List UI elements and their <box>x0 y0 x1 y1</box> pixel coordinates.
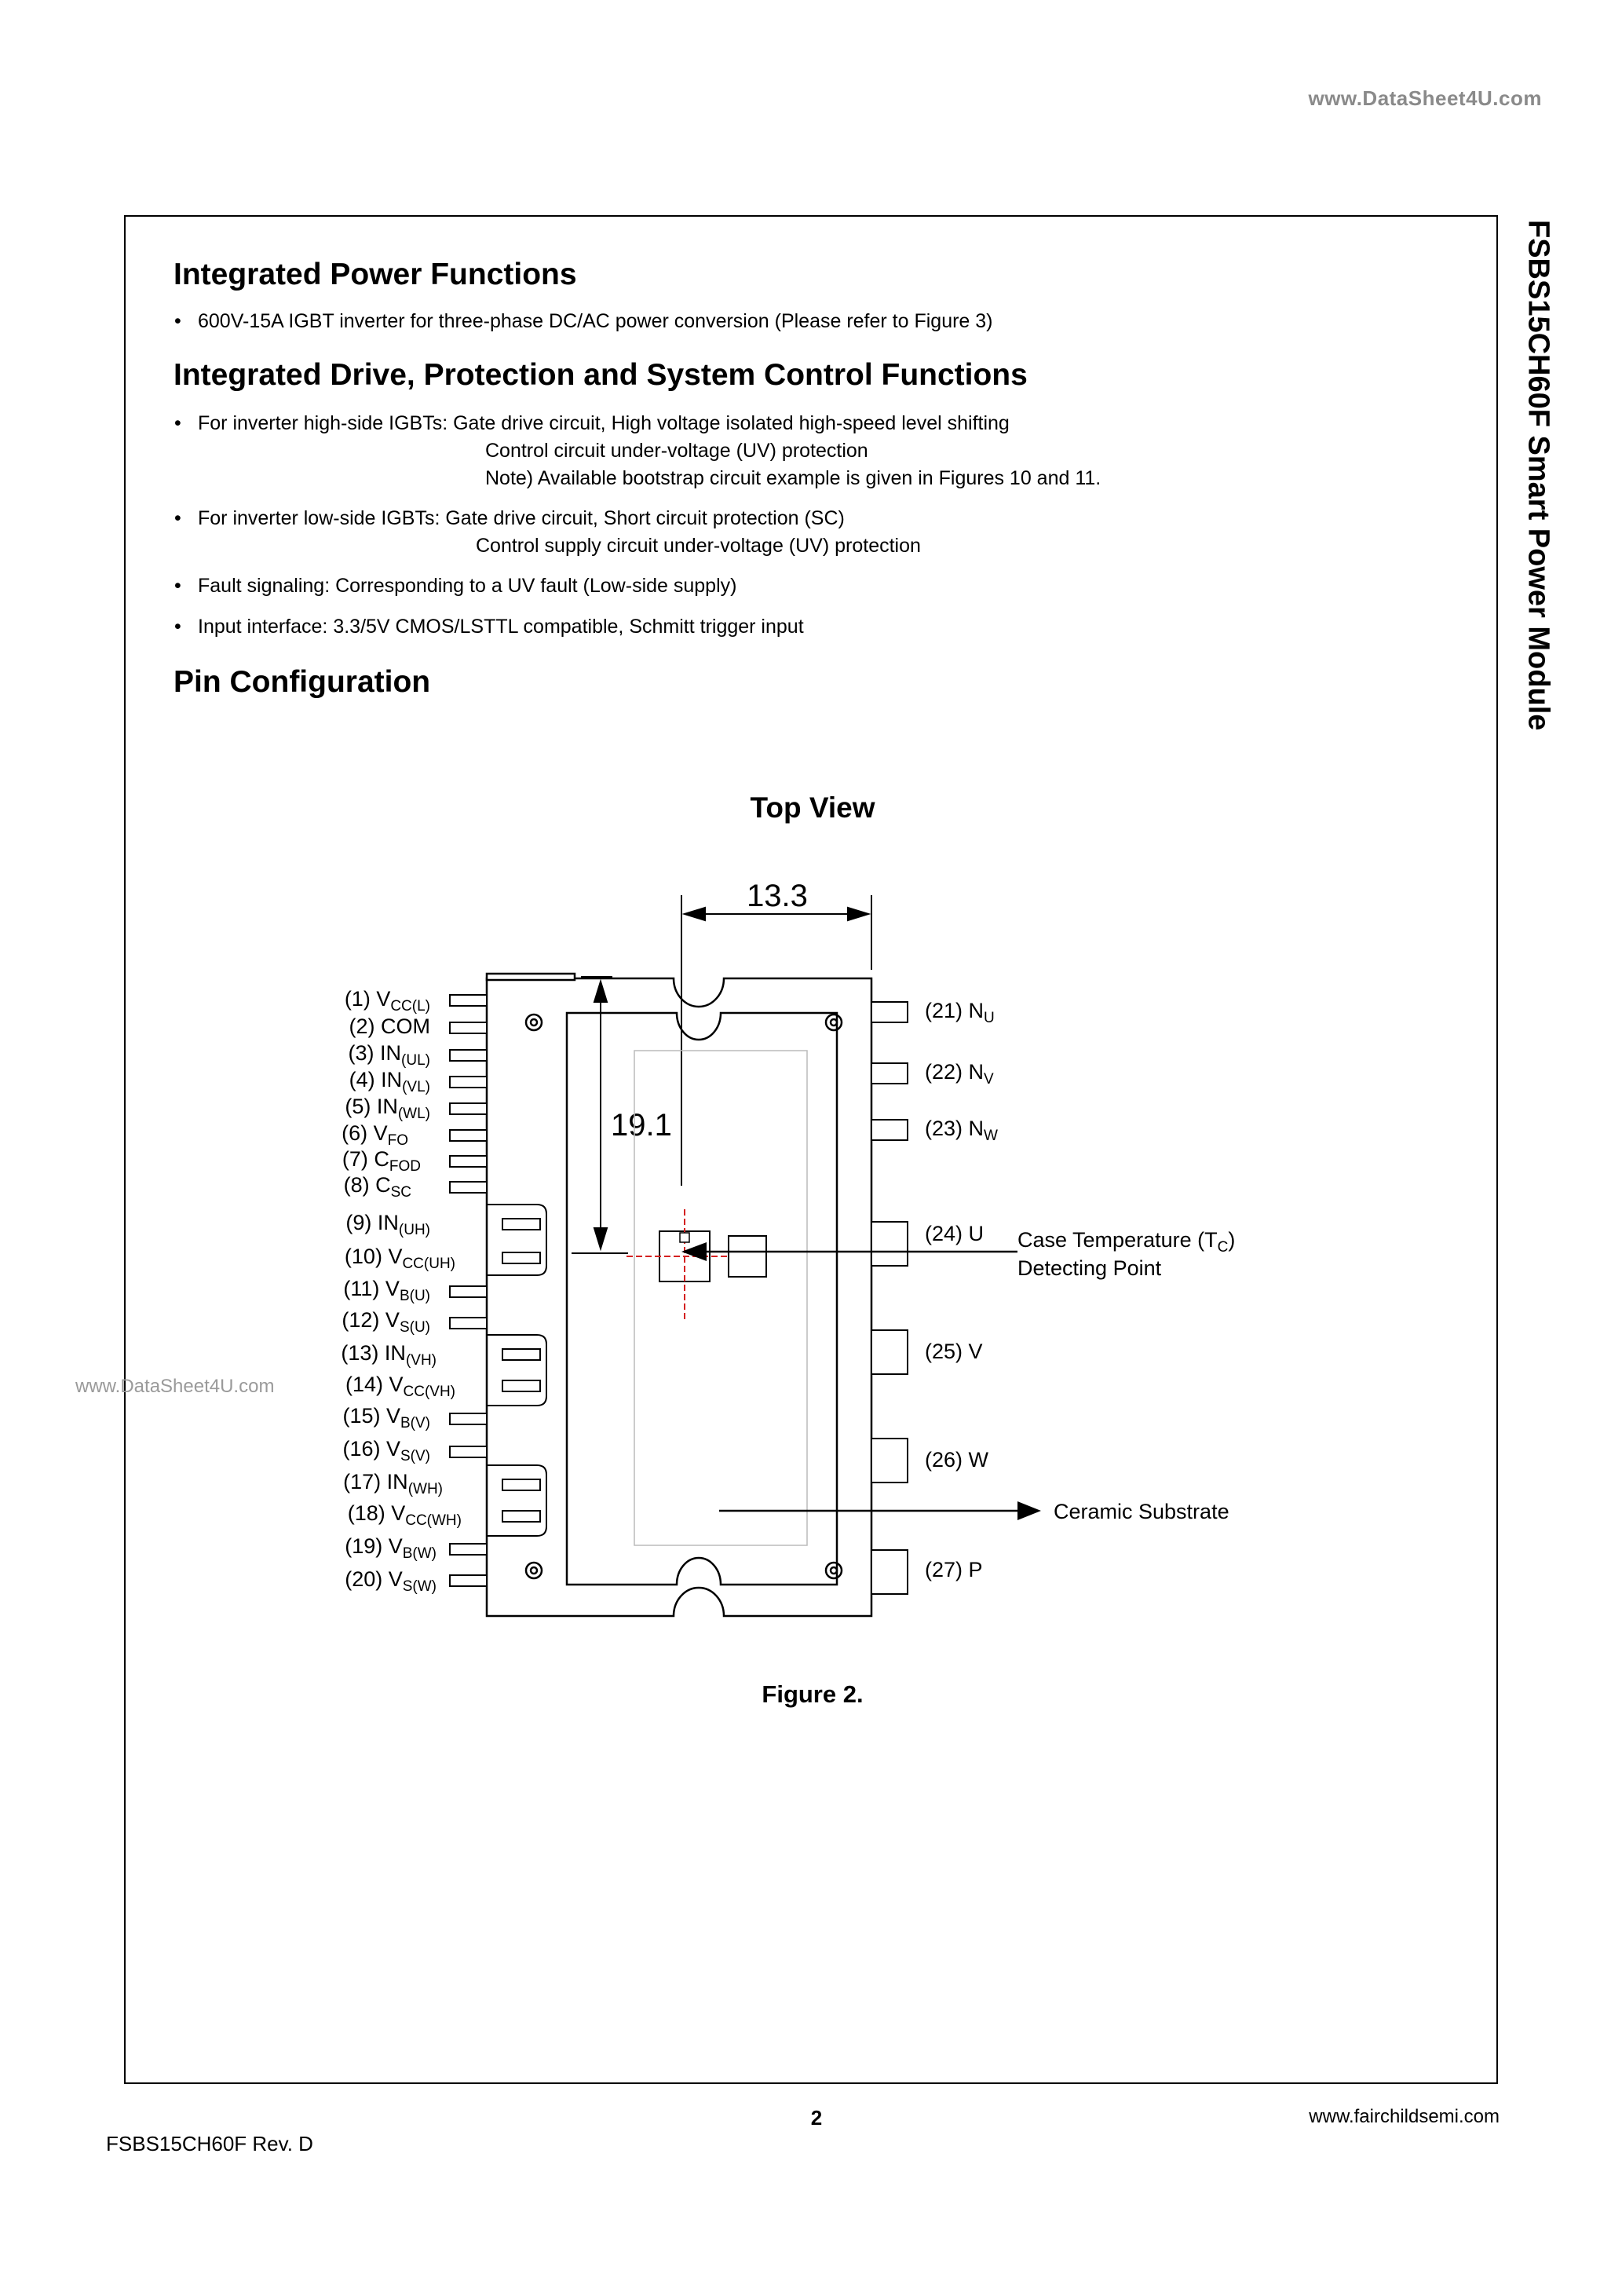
pin-label-3: (3) $IN_{(UL)}$ <box>348 1041 430 1069</box>
package-outline <box>487 974 871 1616</box>
pin-label-15: (15) $V_{B(V)}$ <box>342 1404 430 1431</box>
dim-width-label: 13.3 <box>747 879 808 913</box>
pin-label-16: (16) $V_{S(V)}$ <box>342 1437 430 1464</box>
pin-label-1: (1) $V_{CC(L)}$ <box>344 987 430 1015</box>
pin-label-13: (13) $IN_{(VH)}$ <box>341 1341 437 1369</box>
pin-label-4: (4) $IN_{(VL)}$ <box>349 1068 430 1095</box>
pin-label-22: (22) $N_V$ <box>925 1060 994 1088</box>
bullet-text: Fault signaling: Corresponding to a UV fault (Low-side supply) <box>198 575 737 597</box>
dim-height-label: 19.1 <box>611 1108 672 1143</box>
side-title-text: FSBS15CH60F Smart Power Module <box>1522 220 1555 731</box>
bullet-dot: • <box>174 616 181 638</box>
pin-label-9: (9) $IN_{(UH)}$ <box>345 1211 430 1238</box>
pin-label-6: (6) $V_{FO}$ <box>342 1121 408 1149</box>
pin-label-27: (27) P <box>925 1558 983 1581</box>
ceramic-label: Ceramic Substrate <box>1054 1500 1229 1523</box>
heading-power: Integrated Power Functions <box>174 258 577 291</box>
pin-label-26: (26) W <box>925 1448 988 1472</box>
footer-doc-id: FSBS15CH60F Rev. D <box>106 2132 313 2155</box>
bullet-dot: • <box>174 507 181 529</box>
chip-box <box>729 1236 766 1277</box>
pin-label-18: (18) $V_{CC(WH)}$ <box>347 1501 462 1529</box>
pin-label-11: (11) $V_{B(U)}$ <box>343 1277 430 1304</box>
bullet-dot: • <box>174 412 181 434</box>
bullet-drive-1-cont-2: Note) Available bootstrap circuit example is given in Figures 10 and 11. <box>485 467 1101 489</box>
pin-label-5: (5) $IN_{(WL)}$ <box>345 1095 430 1122</box>
right-pin-labels <box>925 999 998 1581</box>
left-pin-leads <box>450 995 540 1586</box>
pin-label-21: (21) $N_U$ <box>925 999 995 1026</box>
pin-label-8: (8) $C_{SC}$ <box>343 1173 411 1201</box>
pin-label-10: (10) $V_{CC(UH)}$ <box>344 1245 455 1272</box>
pin-label-17: (17) $IN_{(WH)}$ <box>343 1470 443 1497</box>
crosshair-icon <box>627 1209 729 1319</box>
right-pin-leads <box>871 1002 908 1594</box>
dimension-width <box>681 895 871 1186</box>
bullet-drive-1-cont-1: Control circuit under-voltage (UV) protection <box>485 440 868 462</box>
bullet-drive-2-cont-1: Control supply circuit under-voltage (UV) protection <box>476 535 921 557</box>
case-temp-label: Case Temperature $(T_C)$ <box>1017 1228 1236 1256</box>
bullet-text: Input interface: 3.3/5V CMOS/LSTTL compatible, Schmitt trigger input <box>198 616 804 638</box>
pin-label-7: (7) $C_{FOD}$ <box>342 1147 421 1175</box>
side-watermark[interactable]: www.DataSheet4U.com <box>75 1376 275 1397</box>
bullet-text: For inverter low-side IGBTs: Gate drive circuit, Short circuit protection (SC) <box>198 507 845 529</box>
figure-top-view-label: Top View <box>750 792 875 824</box>
pin-label-25: (25) V <box>925 1340 983 1363</box>
header-watermark[interactable]: www.DataSheet4U.com <box>1308 86 1542 110</box>
heading-drive: Integrated Drive, Protection and System Control Functions <box>174 358 1028 392</box>
pin-label-20: (20) $V_{S(W)}$ <box>345 1567 437 1595</box>
footer-website-link[interactable]: www.fairchildsemi.com <box>1309 2106 1500 2127</box>
bullet-text: For inverter high-side IGBTs: Gate drive circuit, High voltage isolated high-speed level shifting <box>198 412 1010 434</box>
pin-label-14: (14) $V_{CC(VH)}$ <box>345 1373 455 1400</box>
heading-pin-config: Pin Configuration <box>174 665 431 699</box>
pin-label-24: (24) U <box>925 1222 985 1245</box>
figure-caption: Figure 2. <box>762 1680 864 1708</box>
ceramic-callout-arrow <box>719 1501 1041 1520</box>
footer-page-number: 2 <box>810 2106 823 2130</box>
case-temp-label-line2: Detecting Point <box>1017 1256 1162 1280</box>
bullet-dot: • <box>174 310 181 332</box>
pin-label-2: (2) COM <box>349 1015 430 1038</box>
bullet-dot: • <box>174 575 181 597</box>
pin-label-12: (12) $V_{S(U)}$ <box>342 1308 430 1336</box>
pin-label-19: (19) $V_{B(W)}$ <box>345 1534 437 1562</box>
high-side-w-bracket <box>487 1465 546 1536</box>
high-side-u-bracket <box>487 1205 546 1275</box>
pin-label-23: (23) $N_W$ <box>925 1117 998 1144</box>
left-pin-labels <box>341 987 462 1595</box>
detect-point-marker <box>680 1233 689 1242</box>
bullet-text: 600V-15A IGBT inverter for three-phase DC/AC power conversion (Please refer to Figure 3) <box>198 310 993 332</box>
high-side-v-bracket <box>487 1335 546 1406</box>
